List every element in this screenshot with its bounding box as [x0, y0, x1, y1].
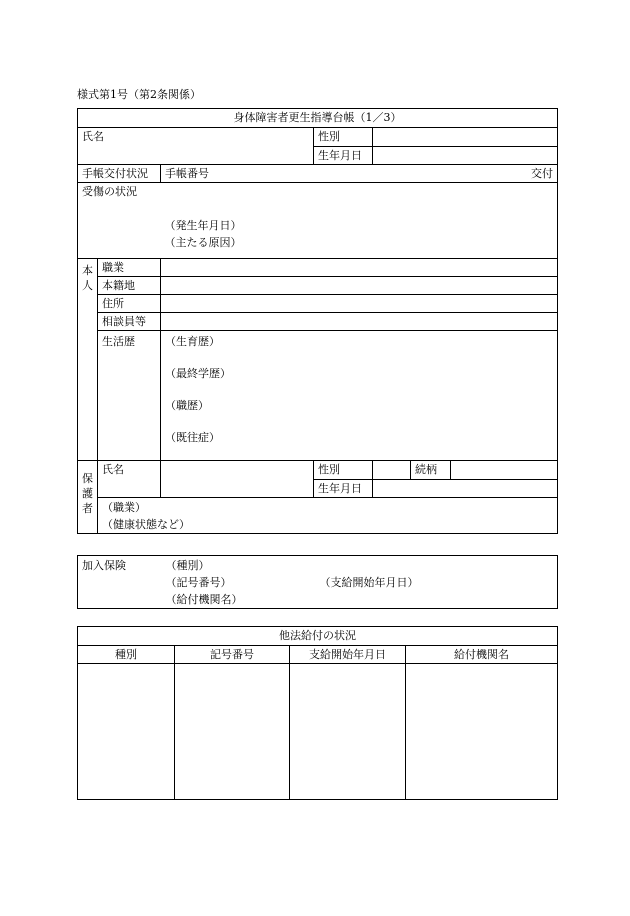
guardian-occupation-label: （職業）	[102, 501, 146, 514]
address-value[interactable]	[161, 295, 558, 313]
benefit-type-cell[interactable]	[78, 664, 175, 800]
domicile-value[interactable]	[161, 277, 558, 295]
benefit-symbol-number-cell[interactable]	[175, 664, 290, 800]
insurance-left-cell[interactable]	[162, 556, 316, 609]
benefit-payment-start-cell[interactable]	[290, 664, 406, 800]
final-education-label: （最終学歴）	[165, 367, 231, 380]
guardian-birthdate-label: 生年月日	[314, 480, 373, 498]
col-header-institution: 給付機関名	[406, 646, 558, 664]
work-history-label: （職歴）	[165, 399, 209, 412]
payment-institution-label: （給付機関名）	[165, 593, 243, 606]
insurance-right-cell[interactable]	[316, 556, 558, 609]
guardian-sex-value[interactable]	[373, 461, 411, 480]
main-ledger-table	[77, 108, 558, 534]
domicile-label: 本籍地	[98, 277, 161, 295]
guardian-birthdate-value[interactable]	[373, 480, 558, 498]
form-label: 様式第1号（第2条関係）	[77, 88, 201, 101]
payment-start-label: （支給開始年月日）	[319, 576, 419, 589]
upbringing-label: （生育歴）	[165, 335, 220, 348]
life-history-label: 生活歴	[98, 331, 161, 461]
relationship-value[interactable]	[451, 461, 558, 480]
name-label: 氏名	[78, 128, 314, 165]
handbook-status-label: 手帳交付状況	[78, 165, 161, 183]
sex-label: 性別	[314, 128, 373, 147]
injury-status-cell[interactable]	[161, 183, 558, 259]
health-status-label: （健康状態など）	[102, 518, 190, 531]
main-cause-label: （主たる原因）	[164, 236, 242, 249]
medical-history-label: （既往症）	[165, 431, 220, 444]
person-vertical-label: 本 人	[78, 259, 98, 461]
insurance-table	[77, 555, 558, 609]
symbol-number-label: （記号番号）	[165, 576, 232, 589]
sex-value[interactable]	[373, 128, 558, 147]
benefit-institution-cell[interactable]	[406, 664, 558, 800]
guardian-vertical-label: 保 護 者	[78, 461, 98, 534]
other-benefits-title: 他法給付の状況	[78, 627, 558, 646]
birthdate-value[interactable]	[373, 147, 558, 165]
other-benefits-table	[77, 626, 558, 800]
ledger-title: 身体障害者更生指導台帳（1／3）	[78, 109, 558, 128]
occupation-value[interactable]	[161, 259, 558, 277]
guardian-name-label: 氏名	[98, 461, 161, 498]
onset-date-label: （発生年月日）	[164, 219, 242, 232]
address-label: 住所	[98, 295, 161, 313]
counselor-label: 相談員等	[98, 313, 161, 331]
injury-status-label: 受傷の状況	[78, 183, 161, 259]
guardian-name-value[interactable]	[161, 461, 314, 498]
col-header-type: 種別	[78, 646, 175, 664]
insurance-type-label: （種別）	[165, 559, 210, 572]
issued-label: 交付	[314, 165, 558, 183]
col-header-symbol-number: 記号番号	[175, 646, 290, 664]
life-history-cell[interactable]	[161, 331, 558, 461]
guardian-sex-label: 性別	[314, 461, 373, 480]
counselor-value[interactable]	[161, 313, 558, 331]
insurance-label: 加入保険	[78, 556, 162, 609]
relationship-label: 続柄	[411, 461, 451, 480]
handbook-number-label: 手帳番号	[161, 165, 314, 183]
col-header-payment-start: 支給開始年月日	[290, 646, 406, 664]
birthdate-label: 生年月日	[314, 147, 373, 165]
guardian-details-cell[interactable]	[98, 498, 558, 534]
occupation-label: 職業	[98, 259, 161, 277]
